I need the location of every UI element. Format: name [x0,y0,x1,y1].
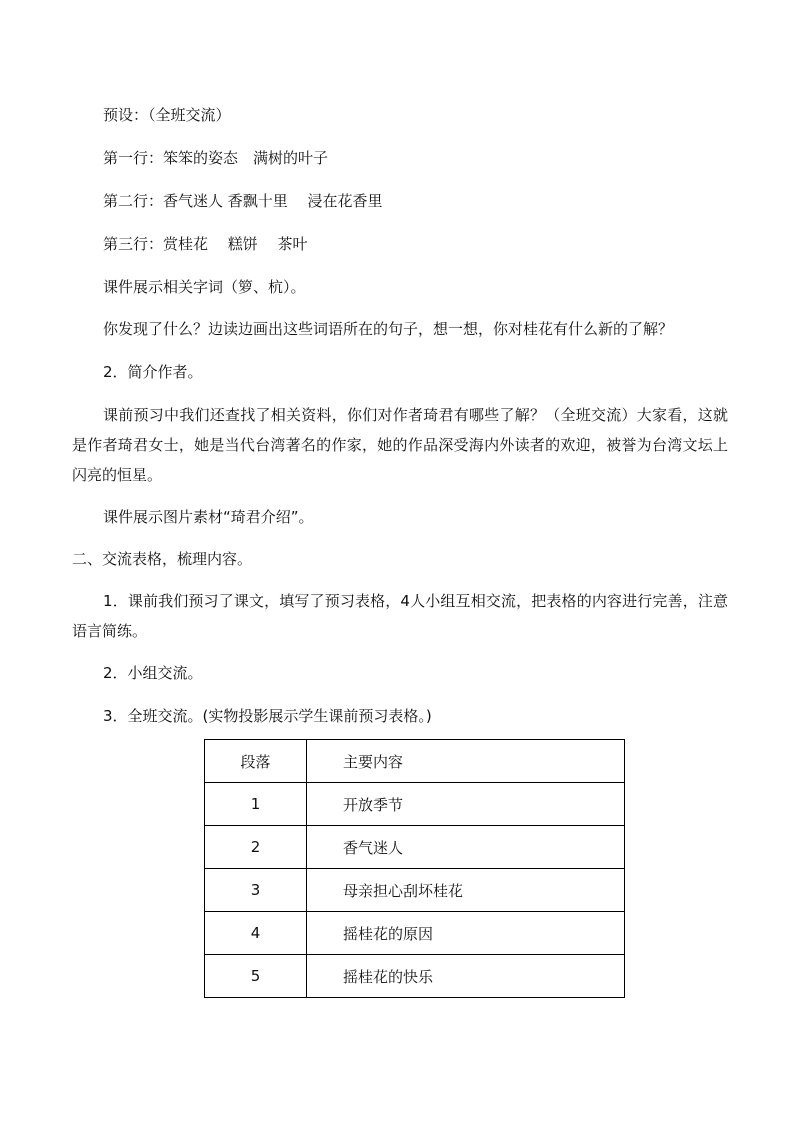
header-content: 主要内容 [307,740,625,783]
table-row [205,955,625,998]
section-heading: 二、交流表格，梳理内容。 [72,550,253,568]
table-cell-content: 母亲担心刮坏桂花 [307,869,625,912]
line-question: 你发现了什么？边读边画出这些词语所在的句子，想一想，你对桂花有什么新的了解？ [103,320,674,338]
preview-table [204,739,625,998]
line-courseware-words: 课件展示相关字词（箩、杭）。 [103,278,306,296]
table-cell-content: 开放季节 [307,783,625,826]
table-header-row [205,740,625,783]
table-cell-content: 香气迷人 [307,826,625,869]
table-row [205,783,625,826]
line-row3: 第三行：赏桂花 糕饼 茶叶 [103,235,308,253]
table-row [205,826,625,869]
table-cell-content: 摇桂花的原因 [307,912,625,955]
table-cell-number: 4 [205,912,307,955]
line-step2: 2．小组交流。 [103,664,203,682]
header-paragraph: 段落 [205,740,307,783]
table-cell-number: 1 [205,783,307,826]
line-row1: 第一行：笨笨的姿态 满树的叶子 [103,149,329,167]
table-cell-number: 5 [205,955,307,998]
table-cell-content: 摇桂花的快乐 [307,955,625,998]
paragraph-author: 课前预习中我们还查找了相关资料，你们对作者琦君有哪些了解？（全班交流）大家看，这就是作者琦君女士，她是当代台湾著名的作家，她的作品深受海内外读者的欢迎，被誉为台湾文坛上闪亮的恒星。 [72,406,728,484]
line-step3: 3．全班交流。(实物投影展示学生课前预习表格。) [103,707,432,725]
line-courseware-image: 课件展示图片素材“琦君介绍”。 [103,508,314,526]
table-cell-number: 2 [205,826,307,869]
paragraph-step1: 1．课前我们预习了课文，填写了预习表格，4人小组互相交流，把表格的内容进行完善，注意语言简练。 [72,592,728,640]
line-author-intro: 2．简介作者。 [103,363,203,381]
line-preset: 预设：（全班交流） [103,106,231,124]
table-row [205,869,625,912]
line-row2: 第二行：香气迷人 香飘十里 浸在花香里 [103,192,383,210]
table-row [205,912,625,955]
table-cell-number: 3 [205,869,307,912]
